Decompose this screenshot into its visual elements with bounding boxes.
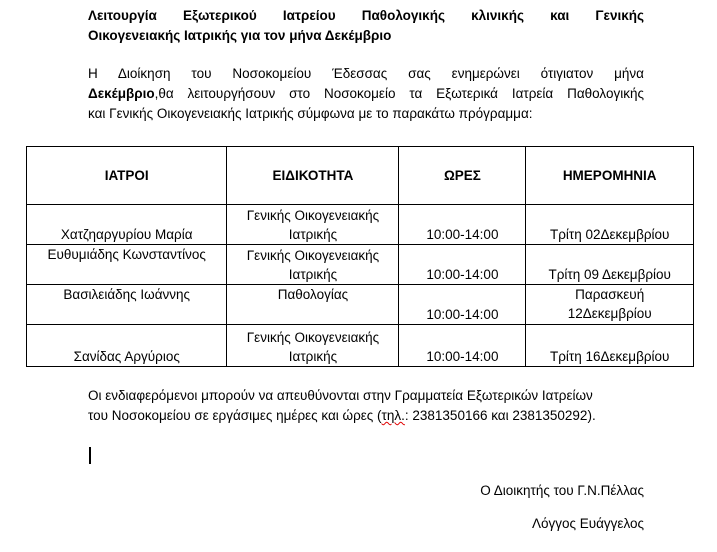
date-cell: Τρίτη 09 Δεκεμβρίου [526, 245, 694, 285]
document-body [88, 0, 644, 124]
intro-line-2 [88, 84, 644, 104]
title-line-1: Λειτουργία Εξωτερικού Ιατρείου Παθολογικής κλινικής και Γενικής [88, 8, 644, 23]
specialty-cell [227, 245, 399, 285]
intro-paragraph [88, 64, 644, 124]
table-row [27, 285, 694, 325]
specialty-line-2: Ιατρικής [288, 227, 338, 242]
header-specialty: ΕΙΔΙΚΟΤΗΤΑ [227, 147, 399, 205]
signature-title: Ο Διοικητής του Γ.Ν.Πέλλας [480, 483, 644, 498]
date-line-1: Παρασκευή [575, 287, 645, 302]
contact-line-1: Οι ενδιαφερόμενοι μπορούν να απευθύνονται στην Γραμματεία Εξωτερικών Ιατρείων [88, 388, 593, 403]
intro-line-2-rest: ,θα λειτουργήσουν στο Νοσοκομείο τα Εξωτερικά Ιατρεία Παθολογικής [154, 86, 644, 101]
header-doctors: ΙΑΤΡΟΙ [27, 147, 227, 205]
signature-name: Λόγγος Ευάγγελος [531, 516, 644, 531]
text-cursor[interactable] [89, 447, 91, 464]
specialty-cell [227, 325, 399, 367]
table-row [27, 325, 694, 367]
hours-cell: 10:00-14:00 [399, 205, 526, 245]
specialty-line-1: Παθολογίας [277, 287, 349, 302]
intro-line-3: και Γενικής Οικογενειακής Ιατρικής σύμφωνα με το παρακάτω πρόγραμμα: [88, 106, 533, 121]
header-hours: ΩΡΕΣ [399, 147, 526, 205]
intro-line-1: Η Διοίκηση του Νοσοκομείου Έδεσσας σας ενημερώνει ότιγιατον μήνα [88, 66, 644, 81]
header-date: ΗΜΕΡΟΜΗΝΙΑ [526, 147, 694, 205]
phone-abbreviation[interactable]: τηλ. [381, 408, 405, 423]
table-header-row [27, 147, 694, 205]
date-cell [526, 285, 694, 325]
contact-line-2-post: : 2381350166 και 2381350292). [404, 408, 596, 423]
doctor-cell: Βασιλειάδης Ιωάννης [27, 285, 227, 325]
contact-line-2-pre: του Νοσοκομείου σε εργάσιμες ημέρες και ώρες ( [88, 408, 382, 423]
document-title [88, 6, 644, 46]
doctor-cell: Χατζηαργυρίου Μαρία [27, 205, 227, 245]
specialty-line-1: Γενικής Οικογενειακής [246, 330, 380, 345]
table-row [27, 245, 694, 285]
doctor-cell: Σανίδας Αργύριος [27, 325, 227, 367]
contact-line-2 [88, 406, 644, 426]
doctor-cell: Ευθυμιάδης Κωνσταντίνος [27, 245, 227, 285]
date-line-2: 12Δεκεμβρίου [567, 306, 652, 321]
date-cell: Τρίτη 02Δεκεμβρίου [526, 205, 694, 245]
hours-cell: 10:00-14:00 [399, 245, 526, 285]
specialty-cell [227, 285, 399, 325]
title-line-2: Οικογενειακής Ιατρικής για τον μήνα Δεκέμβριο [88, 28, 392, 43]
hours-cell: 10:00-14:00 [399, 325, 526, 367]
specialty-line-2: Ιατρικής [288, 349, 338, 364]
table-row [27, 205, 694, 245]
hours-cell: 10:00-14:00 [399, 285, 526, 325]
specialty-line-1: Γενικής Οικογενειακής [246, 208, 380, 223]
specialty-line-2: Ιατρικής [288, 267, 338, 282]
specialty-line-1: Γενικής Οικογενειακής [246, 248, 380, 263]
specialty-cell [227, 205, 399, 245]
contact-paragraph [88, 386, 644, 426]
intro-month: Δεκέμβριο [88, 86, 155, 101]
date-cell: Τρίτη 16Δεκεμβρίου [526, 325, 694, 367]
schedule-table [26, 146, 694, 367]
